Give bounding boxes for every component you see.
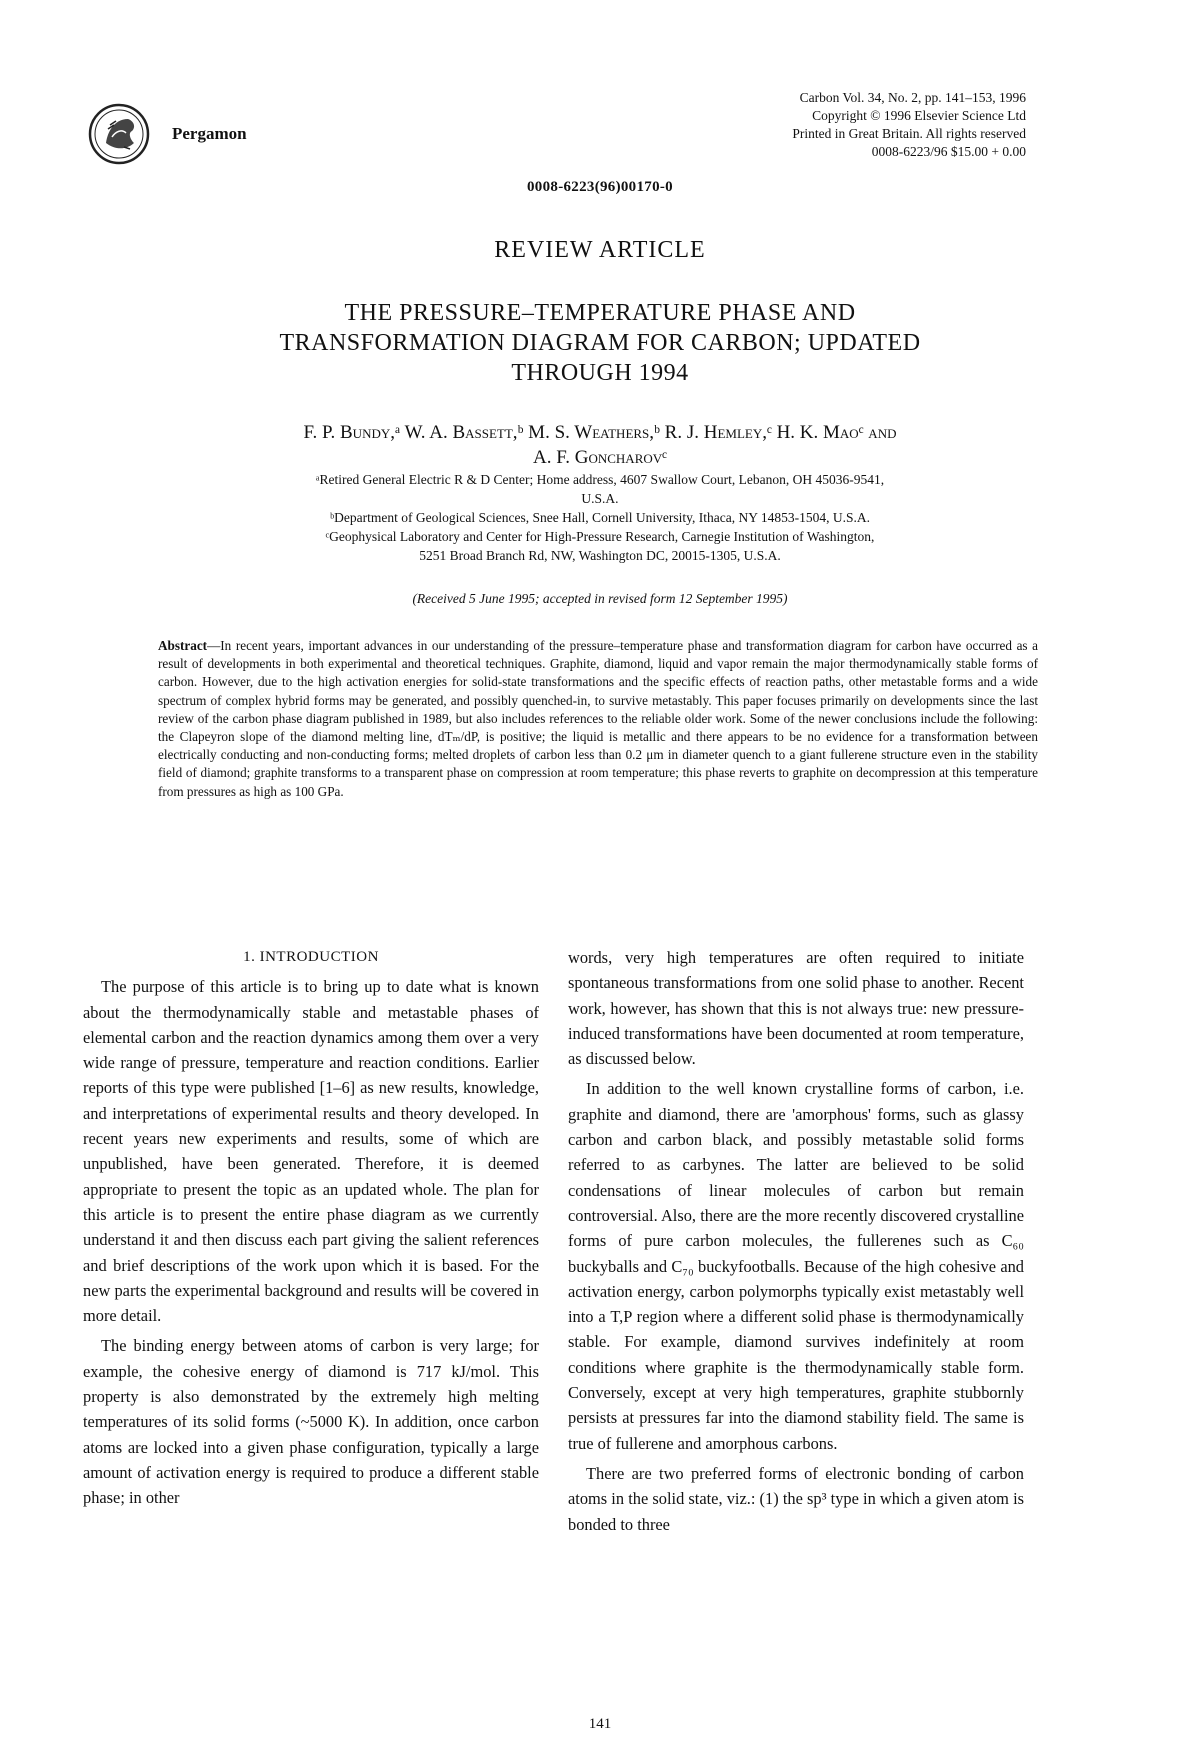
abstract-label: Abstract — [158, 638, 208, 653]
body-paragraph: The purpose of this article is to bring up to date what is known about the thermodynamically stable and metastable phases of elemental carbon and the reaction dynamics among them over a very wide range of pressure, temperature and reaction conditions. Earlier reports of this type were published [1–6] as new results, knowledge, and interpretations of experimental results and theory developed. In recent years new experiments and results, some of which are unpublished, have been generated. Therefore, it is deemed appropriate to present the topic as an updated whole. The plan for this article is to present the entire phase diagram as we currently understand it and then discuss each part giving the salient references and brief descriptions of the work upon which it is based. For the new parts the experimental background and results will be covered in more detail. — [83, 977, 539, 1326]
body-paragraph: There are two preferred forms of electronic bonding of carbon atoms in the solid state, viz.: (1) the sp³ type in which a given atom is bonded to three — [568, 1463, 1024, 1534]
affiliation-line: ᵇDepartment of Geological Sciences, Snee Hall, Cornell University, Ithaca, NY 14853-1504, U.S.A. — [329, 510, 871, 525]
author-list — [150, 420, 1050, 470]
affiliation-line: ᶜGeophysical Laboratory and Center for High-Pressure Research, Carnegie Institution of Washington, — [325, 529, 875, 544]
article-type: REVIEW ARTICLE — [494, 237, 706, 263]
author-line: F. P. Bundy,ᵃ W. A. Bassett,ᵇ M. S. Weathers,ᵇ R. J. Hemley,ᶜ H. K. Maoᶜ and — [303, 422, 897, 443]
publisher-name: Pergamon — [172, 124, 247, 143]
journal-line: Copyright © 1996 Elsevier Science Ltd — [812, 108, 1026, 123]
affiliation-line: ᵃRetired General Electric R & D Center; Home address, 4607 Swallow Court, Lebanon, OH 45036-9541, — [315, 472, 885, 487]
article-doi: 0008-6223(96)00170-0 — [527, 179, 673, 195]
body-paragraph-continued: words, very high temperatures are often required to initiate spontaneous transformations from one solid phase to another. Recent work, however, has shown that this is not always true: new pressure-induced transformations have been documented at room temperature, as discussed below. — [568, 948, 1024, 1069]
left-column — [83, 945, 539, 1511]
author-line: A. F. Goncharovᶜ — [532, 447, 668, 468]
abstract — [158, 637, 1038, 801]
article-title — [150, 298, 1050, 388]
publisher-logo-icon — [88, 103, 150, 165]
journal-line: Printed in Great Britain. All rights reserved — [792, 126, 1026, 141]
title-line: THE PRESSURE–TEMPERATURE PHASE AND — [344, 300, 856, 326]
abstract-text: —In recent years, important advances in our understanding of the pressure–temperature phase and transformation diagram for carbon have occurred as a result of developments in both experimental and theoretical techniques. Graphite, diamond, liquid and vapor remain the major thermodynamically stable forms of carbon. However, due to the high activation energies for solid-state transformations and the specific effects of reaction paths, other metastable forms and a wide spectrum of complex hybrid forms may be generated, and possibly quenched-in, to survive metastably. This paper focuses primarily on developments since the last review of the carbon phase diagram published in 1989, but also includes references to the reliable older work. Some of the newer conclusions include the following: the Clapeyron slope of the diamond melting line, dTₘ/dP, is positive; the liquid is metallic and there appears to be no evidence for a transformation between electrically conducting and non-conducting forms; melted droplets of carbon less than 0.2 μm in diameter quench to a giant fullerene structure even in the stability field of diamond; graphite transforms to a transparent phase on compression at room temperature; this phase reverts to graphite on decompression at this temperature from pressures as high as 100 GPa. — [158, 638, 1038, 799]
journal-line: 0008-6223/96 $15.00 + 0.00 — [871, 144, 1026, 159]
body-paragraph: In addition to the well known crystalline forms of carbon, i.e. graphite and diamond, there are 'amorphous' forms, such as glassy carbon and carbon black, and possibly metastable solid forms referred to as carbynes. The latter are believed to be solid condensations of linear molecules of carbon but remain controversial. Also, there are the more recently discovered crystalline forms of pure carbon molecules, the fullerenes such as C₆₀ buckyballs and C₇₀ buckyfootballs. Because of the high cohesive and activation energy, carbon polymorphs typically exist metastably well into a T,P region where a different solid phase is thermodynamically stable. For example, diamond survives indefinitely at room conditions where graphite is the thermodynamically stable form. Conversely, except at very high temperatures, graphite stubbornly persists at pressures far into the diamond stability field. The same is true of fullerene and amorphous carbons. — [568, 1079, 1024, 1453]
title-line: THROUGH 1994 — [511, 360, 689, 386]
journal-line: Carbon Vol. 34, No. 2, pp. 141–153, 1996 — [799, 90, 1026, 105]
journal-citation — [792, 89, 1026, 161]
page-number: 141 — [588, 1716, 612, 1732]
title-line: TRANSFORMATION DIAGRAM FOR CARBON; UPDATED — [279, 330, 921, 356]
affiliation-line: 5251 Broad Branch Rd, NW, Washington DC, 20015-1305, U.S.A. — [419, 548, 781, 563]
affiliations — [150, 470, 1050, 565]
right-column — [568, 945, 1024, 1537]
received-dates: (Received 5 June 1995; accepted in revised form 12 September 1995) — [412, 591, 788, 606]
section-heading: 1. INTRODUCTION — [243, 949, 379, 965]
body-paragraph: The binding energy between atoms of carbon is very large; for example, the cohesive energy of diamond is 717 kJ/mol. This property is also demonstrated by the extremely high melting temperatures of its solid forms (~5000 K). In addition, once carbon atoms are locked into a given phase configuration, typically a large amount of activation energy is required to produce a different stable phase; in other — [83, 1336, 539, 1508]
affiliation-line: U.S.A. — [581, 491, 619, 506]
